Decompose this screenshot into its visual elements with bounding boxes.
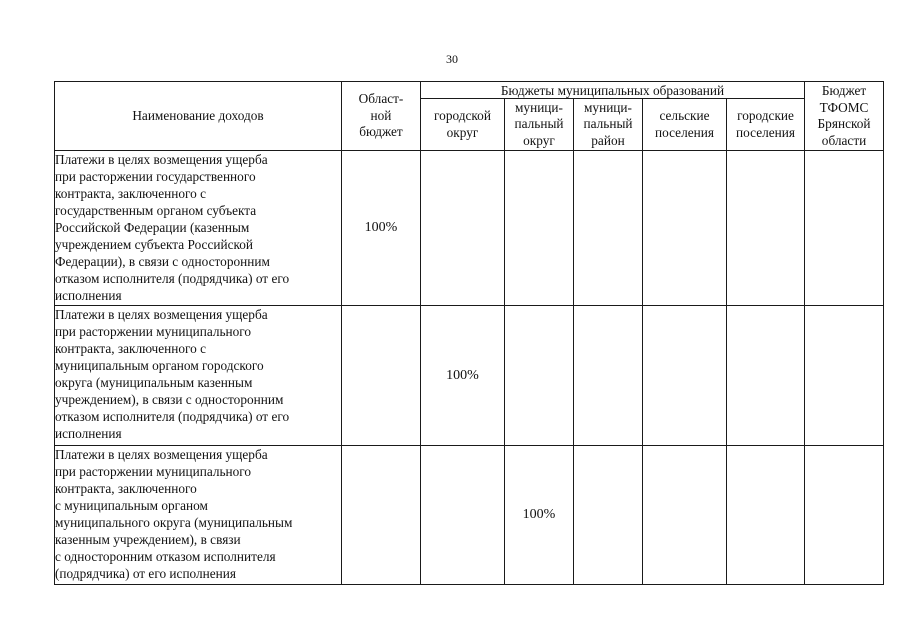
table-row	[55, 151, 884, 306]
regional-share-cell	[342, 306, 421, 446]
regional-share-cell: 100%	[342, 151, 421, 306]
municipal-district-share-cell	[505, 306, 574, 446]
urban-share-cell	[727, 306, 805, 446]
revenue-name-cell: Платежи в целях возмещения ущерба при расторжении муниципального контракта, заключенного с муниципальным органом муниципального округа (муниципальным казенным учреждением), в связи с односторонним отказом исполнителя (подрядчика) от его исполнения	[55, 446, 342, 585]
table-row	[55, 446, 884, 585]
header-tfoms-budget: Бюджет ТФОМС Брянской области	[805, 82, 884, 151]
header-urban-settlements: городские поселения	[727, 99, 805, 151]
page-number: 30	[446, 52, 458, 66]
city-district-share-cell: 100%	[421, 306, 505, 446]
rural-share-cell	[643, 151, 727, 306]
header-municipal-district: муници- пальный округ	[505, 99, 574, 151]
revenue-distribution-table	[54, 81, 884, 585]
header-revenue-name: Наименование доходов	[55, 82, 342, 151]
tfoms-share-cell	[805, 306, 884, 446]
urban-share-cell	[727, 446, 805, 585]
city-district-share-cell	[421, 151, 505, 306]
rural-share-cell	[643, 306, 727, 446]
municipal-district-share-cell: 100%	[505, 446, 574, 585]
revenue-name-cell: Платежи в целях возмещения ущерба при расторжении государственного контракта, заключенного с государственным органом субъекта Российской Федерации (казенным учреждением субъекта Российской Федерации), в связи с односторонним отказом исполнителя (подрядчика) от его исполнения	[55, 151, 342, 306]
tfoms-share-cell	[805, 446, 884, 585]
table-row	[55, 306, 884, 446]
municipal-district-share-cell	[505, 151, 574, 306]
tfoms-share-cell	[805, 151, 884, 306]
urban-share-cell	[727, 151, 805, 306]
header-rural-settlements: сельские поселения	[643, 99, 727, 151]
regional-share-cell	[342, 446, 421, 585]
municipal-area-share-cell	[574, 446, 643, 585]
header-municipal-area: муници- пальный район	[574, 99, 643, 151]
header-municipal-budgets: Бюджеты муниципальных образований	[421, 82, 805, 99]
header-city-district: городской округ	[421, 99, 505, 151]
header-regional-budget: Област- ной бюджет	[342, 82, 421, 151]
rural-share-cell	[643, 446, 727, 585]
municipal-area-share-cell	[574, 151, 643, 306]
city-district-share-cell	[421, 446, 505, 585]
municipal-area-share-cell	[574, 306, 643, 446]
revenue-name-cell: Платежи в целях возмещения ущерба при расторжении муниципального контракта, заключенного с муниципальным органом городского округа (муниципальным казенным учреждением), в связи с односторонним отказом исполнителя (подрядчика) от его исполнения	[55, 306, 342, 446]
